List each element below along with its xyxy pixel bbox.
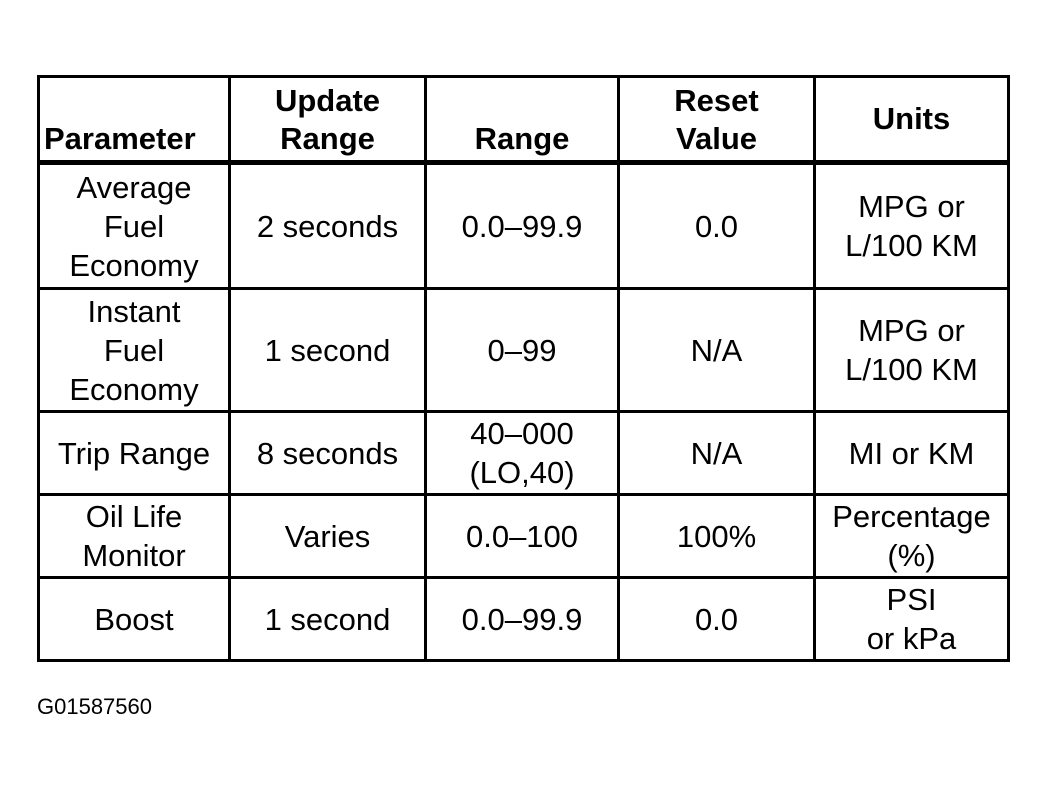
header-units: Units [815,77,1009,163]
table-row [39,163,1009,289]
header-range: Range [426,77,619,163]
cell-reset-value: 100% [619,495,815,578]
parameter-table [37,75,1010,662]
cell-parameter: Boost [39,578,230,661]
table-row [39,578,1009,661]
cell-parameter: Average Fuel Economy [39,163,230,289]
cell-reset-value: N/A [619,412,815,495]
table-header-row [39,77,1009,163]
cell-update-range: 2 seconds [230,163,426,289]
header-parameter: Parameter [39,77,230,163]
table-row [39,412,1009,495]
cell-units: MI or KM [815,412,1009,495]
cell-update-range: 8 seconds [230,412,426,495]
cell-units: MPG or L/100 KM [815,163,1009,289]
table-row [39,495,1009,578]
figure-id-label: G01587560 [37,694,152,719]
cell-reset-value: 0.0 [619,163,815,289]
header-reset-value: Reset Value [619,77,815,163]
cell-range: 0.0–100 [426,495,619,578]
cell-units: Percentage (%) [815,495,1009,578]
header-update-range: Update Range [230,77,426,163]
cell-range: 0.0–99.9 [426,163,619,289]
cell-parameter: Instant Fuel Economy [39,289,230,412]
cell-parameter: Oil Life Monitor [39,495,230,578]
cell-update-range: 1 second [230,578,426,661]
cell-reset-value: 0.0 [619,578,815,661]
cell-update-range: 1 second [230,289,426,412]
cell-range: 40–000 (LO,40) [426,412,619,495]
cell-range: 0–99 [426,289,619,412]
cell-units: PSI or kPa [815,578,1009,661]
cell-parameter: Trip Range [39,412,230,495]
cell-units: MPG or L/100 KM [815,289,1009,412]
table-row [39,289,1009,412]
cell-range: 0.0–99.9 [426,578,619,661]
cell-update-range: Varies [230,495,426,578]
cell-reset-value: N/A [619,289,815,412]
